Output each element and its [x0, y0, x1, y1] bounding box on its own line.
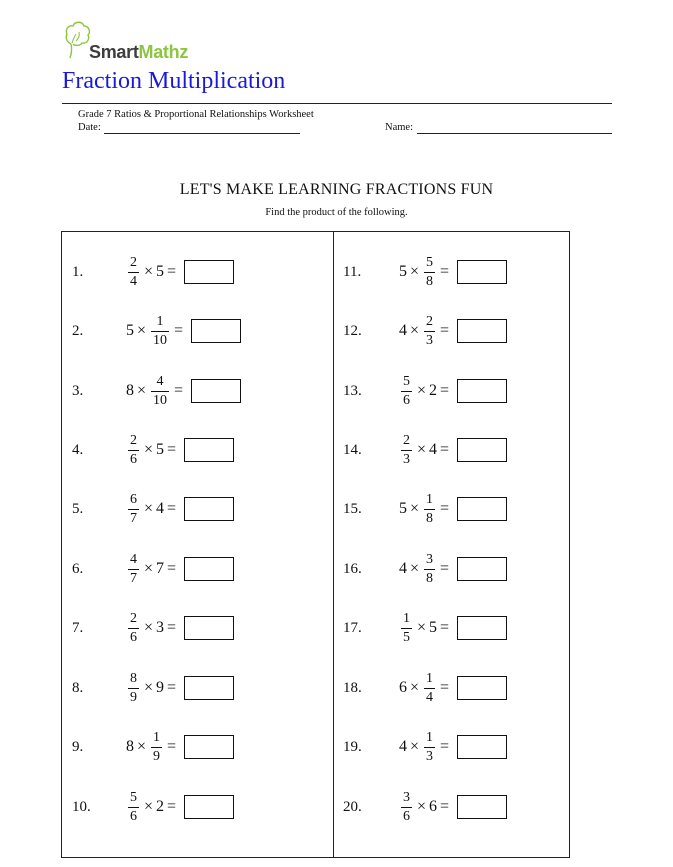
fraction: [424, 256, 435, 289]
fraction-bar: [151, 391, 169, 392]
equals-sign: =: [440, 500, 450, 517]
whole-number: 4: [429, 441, 438, 458]
times-sign: ×: [144, 679, 154, 696]
times-sign: ×: [137, 382, 147, 399]
fraction-numerator: 2: [426, 313, 434, 329]
fraction-denominator: 3: [426, 332, 434, 348]
problem-expression: [399, 549, 507, 589]
problem-expression: [399, 430, 507, 470]
fraction-numerator: 6: [130, 491, 137, 507]
equals-sign: =: [174, 322, 184, 339]
whole-number: 3: [156, 619, 165, 636]
whole-number: 5: [399, 500, 407, 517]
fraction: [128, 672, 139, 705]
times-sign: ×: [137, 322, 147, 339]
header-rule: [62, 103, 612, 104]
fraction-numerator: 8: [130, 670, 137, 686]
date-label: Date:: [78, 122, 101, 133]
instructions: Find the product of the following.: [265, 207, 408, 218]
answer-box[interactable]: [184, 260, 234, 284]
fraction: [401, 375, 412, 408]
worksheet-subtitle: Grade 7 Ratios & Proportional Relationships Worksheet: [78, 109, 314, 120]
fraction: [128, 553, 139, 586]
fraction-numerator: 5: [403, 373, 410, 389]
problem-number: 15.: [343, 501, 362, 517]
problem-expression: [399, 311, 507, 351]
fraction-bar: [128, 450, 139, 451]
fraction-denominator: 8: [426, 273, 434, 289]
fraction-numerator: 2: [130, 432, 137, 448]
answer-box[interactable]: [457, 676, 507, 700]
answer-box[interactable]: [457, 497, 507, 521]
equals-sign: =: [440, 441, 450, 458]
fraction: [128, 612, 139, 645]
answer-box[interactable]: [457, 735, 507, 759]
times-sign: ×: [417, 441, 427, 458]
problem-number: 9.: [72, 739, 84, 755]
fraction: [401, 612, 412, 645]
times-sign: ×: [144, 619, 154, 636]
worksheet-heading: LET'S MAKE LEARNING FRACTIONS FUN: [179, 181, 494, 198]
times-sign: ×: [144, 798, 154, 815]
fraction-denominator: 9: [153, 748, 161, 764]
problem-number: 19.: [343, 739, 362, 755]
tree-icon: [62, 18, 92, 60]
equals-sign: =: [440, 738, 450, 755]
logo-text-smart: Smart: [89, 42, 139, 62]
problem-expression: [399, 371, 507, 411]
problem-number: 1.: [72, 264, 84, 280]
problem-number: 2.: [72, 323, 84, 339]
problem-expression: [126, 489, 234, 529]
times-sign: ×: [137, 738, 147, 755]
fraction-denominator: 6: [130, 451, 137, 467]
whole-number: 4: [399, 738, 407, 755]
equals-sign: =: [440, 560, 450, 577]
page-title: Fraction Multiplication: [62, 68, 286, 94]
fraction-denominator: 8: [426, 510, 434, 526]
problem-number: 11.: [343, 264, 362, 280]
fraction-denominator: 10: [153, 392, 168, 408]
whole-number: 6: [429, 798, 438, 815]
whole-number: 4: [399, 560, 407, 577]
problem-number: 16.: [343, 561, 362, 577]
fraction: [424, 493, 435, 526]
fraction-numerator: 1: [426, 491, 434, 507]
fraction-denominator: 6: [130, 808, 137, 824]
problem-number: 12.: [343, 323, 362, 339]
equals-sign: =: [440, 798, 450, 815]
fraction-numerator: 1: [426, 729, 434, 745]
fraction-bar: [401, 628, 412, 629]
problem-number: 13.: [343, 383, 362, 399]
fraction-bar: [424, 509, 435, 510]
problem-expression: [126, 371, 241, 411]
answer-box[interactable]: [191, 379, 241, 403]
fraction-numerator: 1: [403, 610, 410, 626]
date-field[interactable]: [104, 133, 300, 134]
fraction-denominator: 6: [403, 392, 410, 408]
fraction-bar: [401, 450, 412, 451]
logo-text-mathz: Mathz: [138, 42, 189, 62]
problem-number: 18.: [343, 680, 362, 696]
problem-expression: [126, 430, 234, 470]
problem-expression: [399, 787, 507, 827]
fraction-denominator: 4: [426, 689, 434, 705]
fraction-bar: [151, 331, 169, 332]
times-sign: ×: [410, 738, 420, 755]
logo-wordmark: [89, 42, 188, 63]
answer-box[interactable]: [184, 497, 234, 521]
fraction-denominator: 4: [130, 273, 137, 289]
equals-sign: =: [167, 500, 177, 517]
times-sign: ×: [410, 500, 420, 517]
fraction-bar: [128, 688, 139, 689]
answer-box[interactable]: [457, 557, 507, 581]
fraction-numerator: 4: [130, 551, 137, 567]
answer-box[interactable]: [184, 735, 234, 759]
fraction-bar: [128, 569, 139, 570]
equals-sign: =: [440, 322, 450, 339]
answer-box[interactable]: [184, 557, 234, 581]
fraction-numerator: 2: [403, 432, 410, 448]
problem-number: 20.: [343, 799, 362, 815]
fraction-numerator: 2: [130, 254, 137, 270]
fraction-denominator: 6: [130, 629, 137, 645]
name-field[interactable]: [417, 133, 612, 134]
fraction: [128, 434, 139, 467]
fraction-numerator: 5: [130, 789, 137, 805]
equals-sign: =: [167, 619, 177, 636]
times-sign: ×: [417, 382, 427, 399]
problem-expression: [126, 311, 241, 351]
fraction-bar: [128, 509, 139, 510]
whole-number: 7: [156, 560, 165, 577]
fraction-bar: [128, 807, 139, 808]
problem-number: 5.: [72, 501, 84, 517]
problem-number: 6.: [72, 561, 84, 577]
fraction-bar: [424, 569, 435, 570]
problem-expression: [399, 668, 507, 708]
answer-box[interactable]: [457, 438, 507, 462]
times-sign: ×: [417, 619, 427, 636]
problem-number: 14.: [343, 442, 362, 458]
fraction: [128, 256, 139, 289]
times-sign: ×: [144, 500, 154, 517]
fraction-bar: [128, 272, 139, 273]
column-divider: [333, 231, 334, 858]
answer-box[interactable]: [457, 795, 507, 819]
whole-number: 6: [399, 679, 407, 696]
whole-number: 2: [429, 382, 438, 399]
answer-box[interactable]: [457, 616, 507, 640]
smartmathz-logo: [62, 18, 242, 64]
answer-box[interactable]: [184, 676, 234, 700]
equals-sign: =: [167, 560, 177, 577]
answer-box[interactable]: [191, 319, 241, 343]
fraction: [151, 315, 169, 348]
times-sign: ×: [410, 322, 420, 339]
fraction-bar: [424, 747, 435, 748]
fraction: [424, 672, 435, 705]
fraction-bar: [128, 628, 139, 629]
equals-sign: =: [440, 382, 450, 399]
whole-number: 9: [156, 679, 165, 696]
times-sign: ×: [144, 441, 154, 458]
fraction: [151, 375, 169, 408]
fraction: [424, 315, 435, 348]
problem-expression: [126, 727, 234, 767]
whole-number: 5: [429, 619, 438, 636]
problem-expression: [126, 787, 234, 827]
whole-number: 8: [126, 738, 134, 755]
problem-expression: [399, 727, 507, 767]
problem-expression: [399, 608, 507, 648]
times-sign: ×: [417, 798, 427, 815]
fraction-denominator: 9: [130, 689, 137, 705]
fraction-denominator: 6: [403, 808, 410, 824]
whole-number: 2: [156, 798, 165, 815]
fraction-bar: [424, 272, 435, 273]
equals-sign: =: [440, 679, 450, 696]
problem-expression: [399, 252, 507, 292]
whole-number: 5: [399, 263, 407, 280]
fraction-numerator: 1: [156, 313, 164, 329]
equals-sign: =: [167, 679, 177, 696]
fraction: [401, 791, 412, 824]
name-label: Name:: [385, 122, 413, 133]
equals-sign: =: [167, 441, 177, 458]
problem-number: 3.: [72, 383, 84, 399]
answer-box[interactable]: [457, 319, 507, 343]
fraction-numerator: 1: [153, 729, 161, 745]
fraction-numerator: 2: [130, 610, 137, 626]
fraction-denominator: 8: [426, 570, 434, 586]
times-sign: ×: [144, 263, 154, 280]
problem-expression: [126, 549, 234, 589]
fraction-denominator: 7: [130, 570, 137, 586]
fraction-bar: [424, 688, 435, 689]
answer-box[interactable]: [457, 379, 507, 403]
fraction-bar: [401, 807, 412, 808]
fraction-denominator: 7: [130, 510, 137, 526]
fraction: [128, 791, 139, 824]
fraction: [424, 731, 435, 764]
fraction-bar: [401, 391, 412, 392]
problem-number: 4.: [72, 442, 84, 458]
fraction-denominator: 3: [426, 748, 434, 764]
times-sign: ×: [410, 679, 420, 696]
problem-number: 7.: [72, 620, 84, 636]
whole-number: 4: [156, 500, 165, 517]
fraction-bar: [151, 747, 162, 748]
fraction: [151, 731, 162, 764]
answer-box[interactable]: [457, 260, 507, 284]
fraction: [401, 434, 412, 467]
fraction-denominator: 10: [153, 332, 168, 348]
fraction-numerator: 5: [426, 254, 434, 270]
answer-box[interactable]: [184, 438, 234, 462]
fraction-numerator: 4: [156, 373, 164, 389]
equals-sign: =: [440, 619, 450, 636]
equals-sign: =: [440, 263, 450, 280]
fraction-denominator: 3: [403, 451, 410, 467]
equals-sign: =: [167, 798, 177, 815]
problem-expression: [126, 668, 234, 708]
equals-sign: =: [167, 263, 177, 280]
fraction-denominator: 5: [403, 629, 410, 645]
whole-number: 4: [399, 322, 407, 339]
answer-box[interactable]: [184, 616, 234, 640]
times-sign: ×: [144, 560, 154, 577]
fraction-bar: [424, 331, 435, 332]
problem-number: 17.: [343, 620, 362, 636]
problem-expression: [126, 252, 234, 292]
fraction-numerator: 1: [426, 670, 434, 686]
whole-number: 5: [156, 263, 165, 280]
fraction-numerator: 3: [426, 551, 434, 567]
equals-sign: =: [167, 738, 177, 755]
problem-number: 10.: [72, 799, 91, 815]
times-sign: ×: [410, 560, 420, 577]
problem-number: 8.: [72, 680, 84, 696]
fraction-numerator: 3: [403, 789, 410, 805]
answer-box[interactable]: [184, 795, 234, 819]
whole-number: 8: [126, 382, 134, 399]
times-sign: ×: [410, 263, 420, 280]
problem-expression: [399, 489, 507, 529]
equals-sign: =: [174, 382, 184, 399]
fraction: [128, 493, 139, 526]
problem-expression: [126, 608, 234, 648]
fraction: [424, 553, 435, 586]
whole-number: 5: [156, 441, 165, 458]
whole-number: 5: [126, 322, 134, 339]
